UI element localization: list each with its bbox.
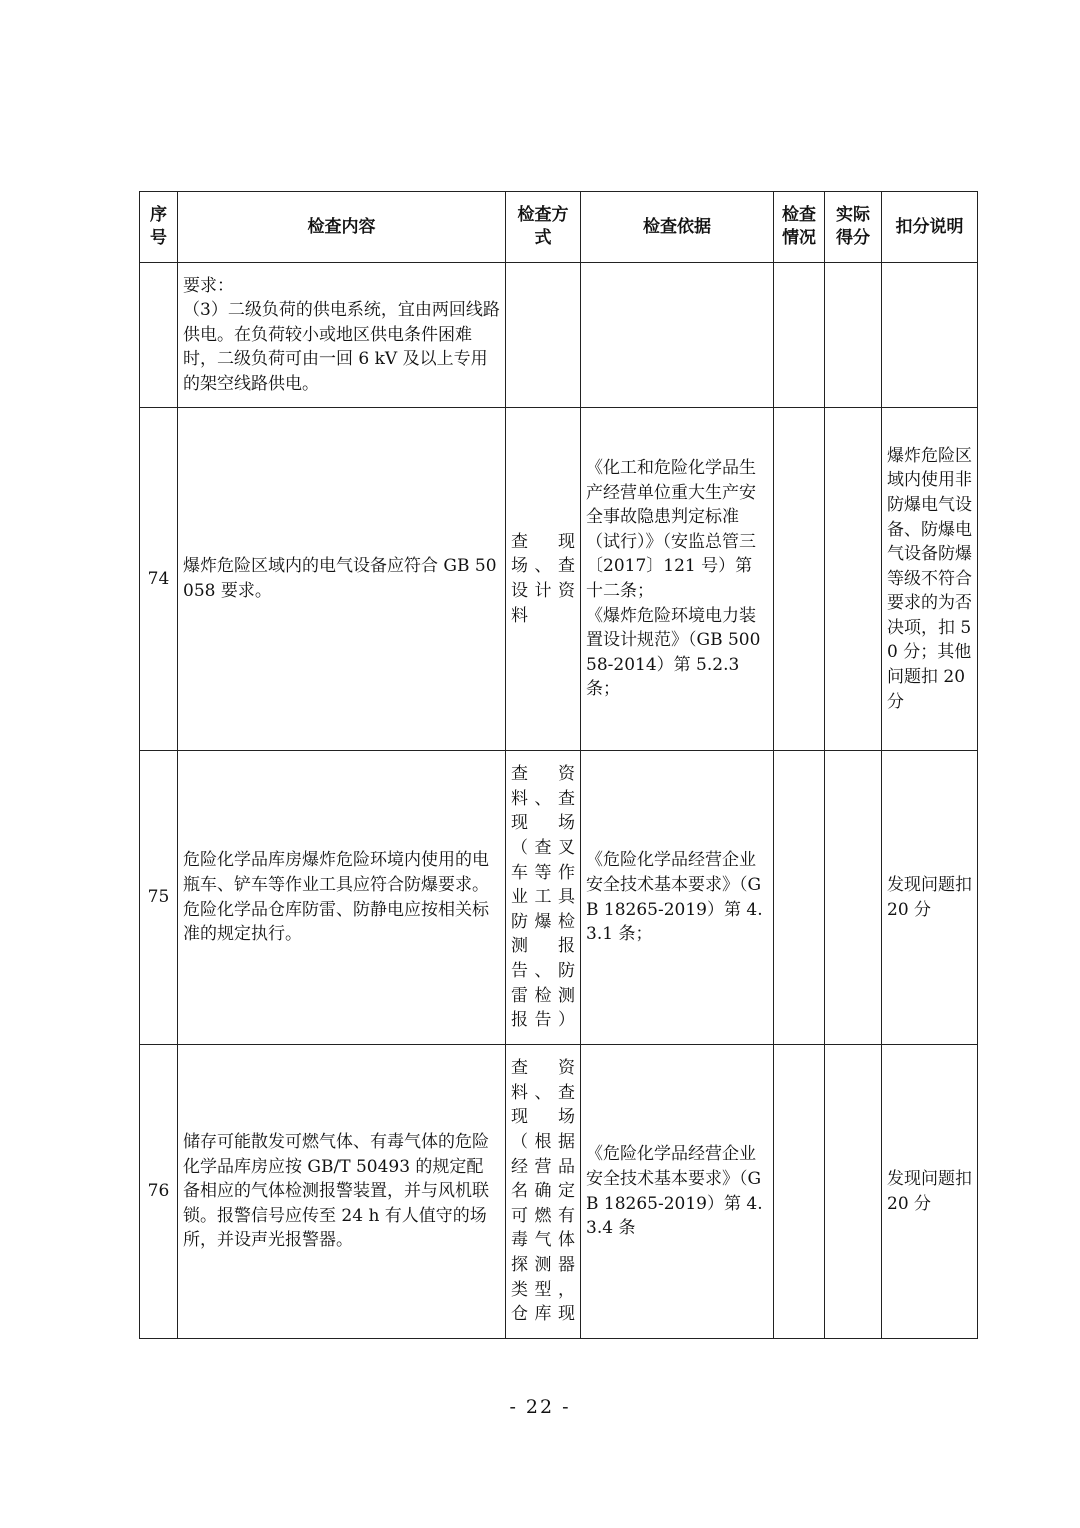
header-num: 序号 [140, 192, 178, 263]
row-content-text: 要求： （3）二级负荷的供电系统，宜由两回线路供电。在负荷较小或地区供电条件困难时，二级负荷可由一回 6 kV 及以上专用的架空线路供电。 [183, 275, 500, 394]
table-row [140, 263, 978, 408]
table-row [140, 1045, 978, 1339]
row-content: 储存可能散发可燃气体、有毒气体的危险化学品库房应按 GB/T 50493 的规定配备相应的气体检测报警装置，并与风机联锁。报警信号应传至 24 h 有人值守的场所，并设声光报警器。 [178, 1045, 506, 1339]
header-status: 检查情况 [774, 192, 825, 263]
row-num [140, 263, 178, 408]
row-content [178, 263, 506, 408]
row-score [825, 751, 882, 1045]
row-num: 75 [140, 751, 178, 1045]
header-score: 实际得分 [825, 192, 882, 263]
row-method [506, 751, 581, 1045]
page-number: - 22 - [509, 1396, 571, 1418]
row-method-text: 查资料、查现场（根据经营品名确定可燃有毒气体探测器类型，仓库现 [511, 1058, 575, 1325]
row-status [774, 263, 825, 408]
header-basis: 检查依据 [581, 192, 774, 263]
inspection-table [139, 191, 978, 1339]
row-score [825, 408, 882, 751]
row-method [506, 263, 581, 408]
table-header-row [140, 192, 978, 263]
row-deduct: 爆炸危险区域内使用非防爆电气设备、防爆电气设备防爆等级不符合要求的为否决项，扣 50 分；其他问题扣 20 分 [882, 408, 978, 751]
header-content: 检查内容 [178, 192, 506, 263]
row-status [774, 1045, 825, 1339]
row-deduct: 发现问题扣 20 分 [882, 1045, 978, 1339]
row-content: 危险化学品库房爆炸危险环境内使用的电瓶车、铲车等作业工具应符合防爆要求。危险化学品仓库防雷、防静电应按相关标准的规定执行。 [178, 751, 506, 1045]
row-method-text: 查资料、查现场（查叉车等作业工具防爆检测报告、防雷检测报告） [511, 764, 575, 1031]
header-method: 检查方式 [506, 192, 581, 263]
table-row [140, 751, 978, 1045]
row-method-text: 查现场、查设计资料 [511, 531, 575, 626]
row-basis: 《危险化学品经营企业安全技术基本要求》（GB 18265-2019）第 4.3.1 条； [581, 751, 774, 1045]
row-content: 爆炸危险区域内的电气设备应符合 GB 50058 要求。 [178, 408, 506, 751]
row-basis-text: 《化工和危险化学品生产经营单位重大生产安全事故隐患判定标准（试行）》（安监总管三〔2017〕121 号）第十二条； 《爆炸危险环境电力装置设计规范》（GB 50058-2014）第 5.2.3 条； [586, 458, 761, 700]
row-score [825, 263, 882, 408]
row-basis [581, 263, 774, 408]
row-deduct [882, 263, 978, 408]
row-method [506, 408, 581, 751]
row-method [506, 1045, 581, 1339]
row-status [774, 408, 825, 751]
row-deduct: 发现问题扣 20 分 [882, 751, 978, 1045]
row-num: 74 [140, 408, 178, 751]
header-deduct: 扣分说明 [882, 192, 978, 263]
table-row [140, 408, 978, 751]
row-basis [581, 408, 774, 751]
row-score [825, 1045, 882, 1339]
row-status [774, 751, 825, 1045]
row-num: 76 [140, 1045, 178, 1339]
row-basis: 《危险化学品经营企业安全技术基本要求》（GB 18265-2019）第 4.3.4 条 [581, 1045, 774, 1339]
